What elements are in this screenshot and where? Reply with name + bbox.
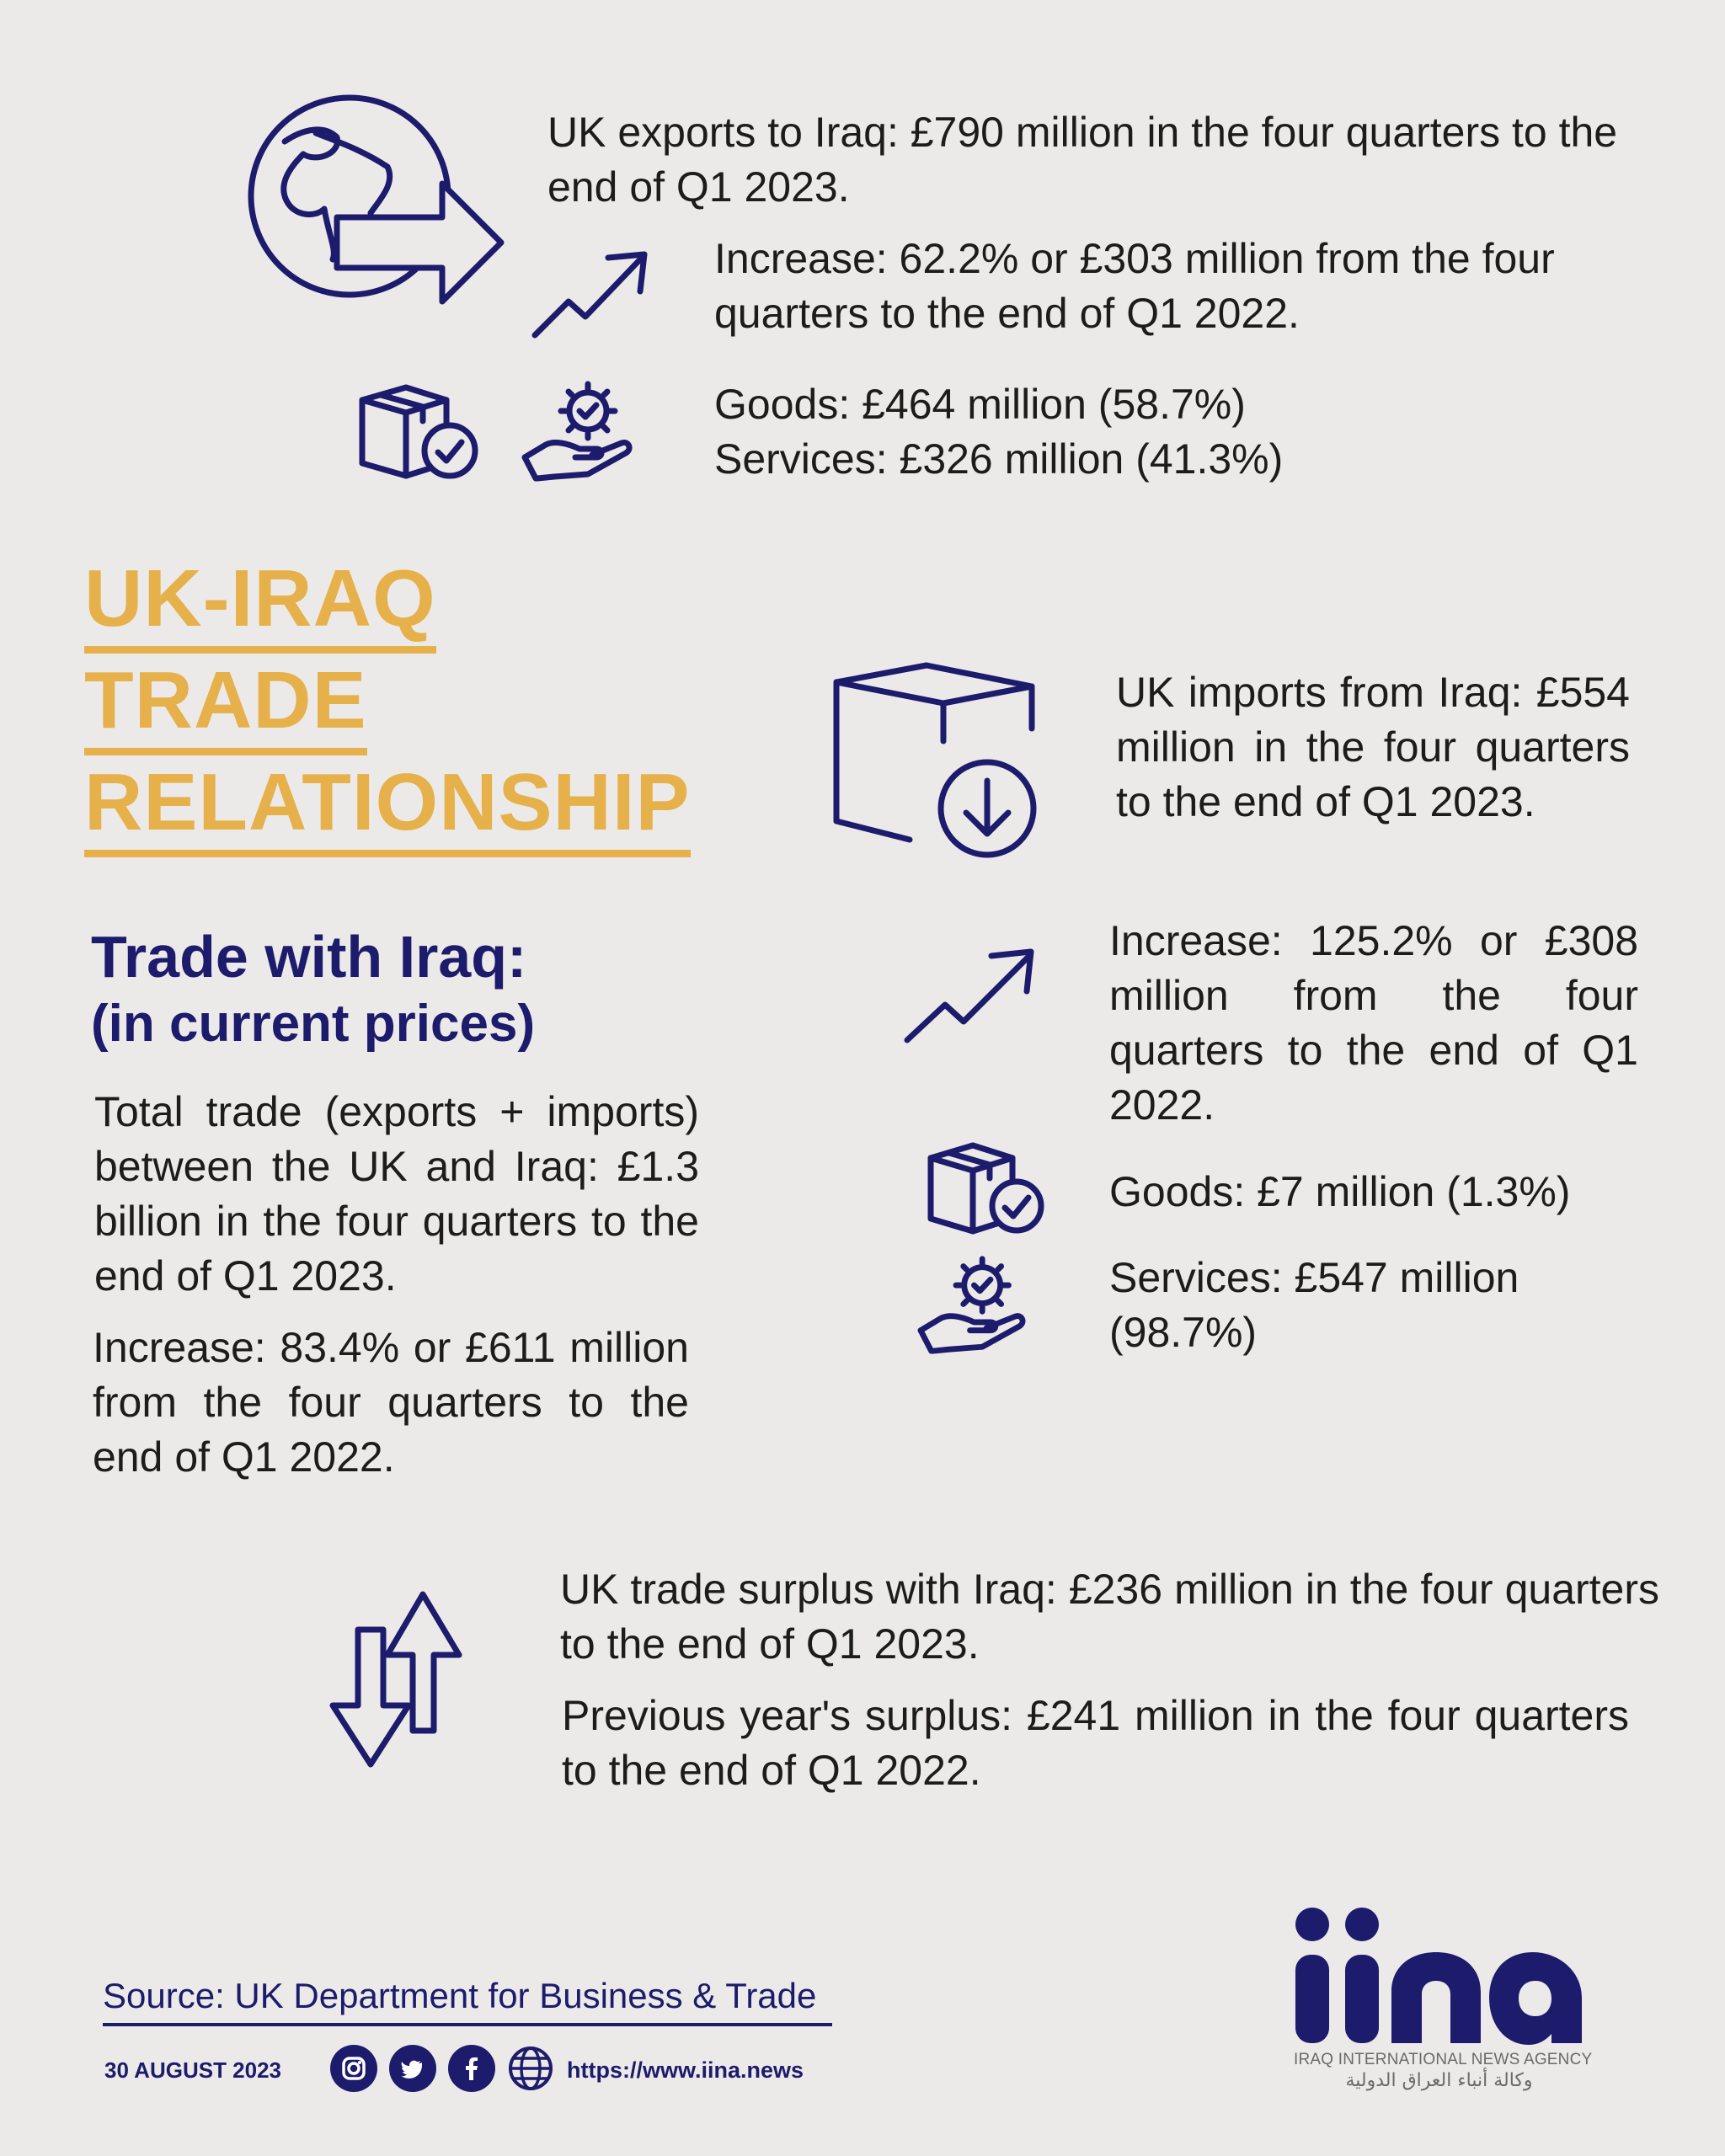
source-note: Source: UK Department for Business & Trade: [103, 1972, 832, 2026]
box-check-icon: [355, 383, 482, 484]
twitter-icon[interactable]: [389, 2045, 436, 2092]
exports-headline: UK exports to Iraq: £790 million in the four quarters to the end of Q1 2023.: [547, 109, 1618, 211]
trend-up-icon: [903, 947, 1038, 1044]
title-line-3: RELATIONSHIP: [84, 755, 691, 857]
imports-increase: Increase: 125.2% or £308 million from the four quarters to the end of Q1 2022.: [1109, 917, 1638, 1129]
iina-logo: [1289, 1899, 1592, 2101]
box-check-icon: [924, 1141, 1046, 1238]
exports-goods: Goods: £464 million (58.7%): [714, 381, 1246, 428]
globe-web-icon[interactable]: [507, 2045, 554, 2092]
exports-increase: Increase: 62.2% or £303 million from the four quarters to the end of Q1 2022.: [714, 235, 1555, 337]
title-line-2: TRADE: [84, 654, 367, 755]
instagram-icon[interactable]: [330, 2045, 377, 2092]
trade-total: Total trade (exports + imports) between the UK and Iraq: £1.3 billion in the four quarters to the end of Q1 2023.: [94, 1088, 699, 1299]
website-link[interactable]: https://www.iina.news: [567, 2057, 804, 2083]
surplus-previous: Previous year's surplus: £241 million in the four quarters to the end of Q1 2022.: [562, 1692, 1629, 1794]
publish-date: 30 AUGUST 2023: [104, 2057, 282, 2083]
hand-gear-icon: [916, 1252, 1028, 1355]
hand-gear-icon: [521, 377, 634, 483]
globe-export-icon: [244, 91, 514, 318]
imports-services: Services: £547 million (98.7%): [1109, 1254, 1519, 1356]
trend-up-icon: [531, 251, 653, 339]
social-links: [330, 2045, 554, 2092]
facebook-icon[interactable]: [448, 2045, 495, 2092]
imports-goods: Goods: £7 million (1.3%): [1109, 1168, 1571, 1215]
trade-heading: Trade with Iraq:: [91, 924, 527, 990]
trade-increase: Increase: 83.4% or £611 million from the four quarters to the end of Q1 2022.: [93, 1324, 689, 1481]
box-download-icon: [830, 661, 1049, 872]
imports-headline: UK imports from Iraq: £554 million in the four quarters to the end of Q1 2023.: [1116, 669, 1630, 825]
main-title: [84, 552, 691, 857]
title-line-1: UK-IRAQ: [84, 552, 436, 654]
trade-subheading: (in current prices): [91, 995, 536, 1053]
swap-arrows-icon: [328, 1588, 484, 1773]
iina-logo-mark: [1289, 1899, 1592, 2047]
agency-name-en: IRAQ INTERNATIONAL NEWS AGENCY: [1294, 2051, 1593, 2068]
surplus-current: UK trade surplus with Iraq: £236 million in the four quarters to the end of Q1 2023.: [560, 1566, 1659, 1668]
exports-services: Services: £326 million (41.3%): [714, 435, 1284, 483]
agency-name-ar: وكالة أنباء العراق الدولية: [1345, 2070, 1533, 2091]
